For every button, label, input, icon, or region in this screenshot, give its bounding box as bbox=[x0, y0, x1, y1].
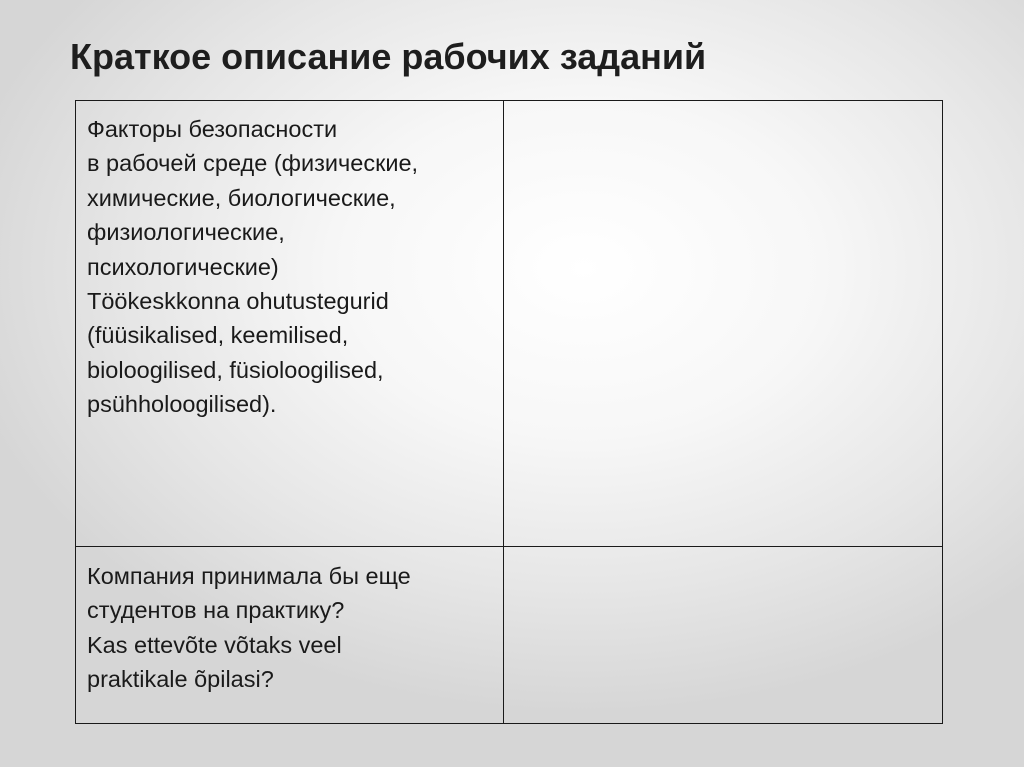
table-cell-safety-factors-value[interactable] bbox=[504, 101, 943, 547]
safety-factors-line: Töökeskkonna ohutustegurid bbox=[87, 288, 389, 315]
safety-factors-line: (füüsikalised, keemilised, bbox=[87, 322, 349, 349]
safety-factors-line: психологические) bbox=[87, 253, 279, 280]
safety-factors-line: химические, биологические, bbox=[87, 184, 396, 211]
safety-factors-line: bioloogilised, füsioloogilised, bbox=[87, 356, 384, 383]
table-row-more-students bbox=[76, 547, 943, 724]
safety-factors-line: Факторы безопасности bbox=[87, 116, 338, 142]
table-row-safety-factors bbox=[76, 101, 943, 547]
more-students-line: Компания принимала бы еще bbox=[87, 563, 411, 589]
slide-title: Краткое описание рабочих заданий bbox=[70, 36, 707, 77]
safety-factors-text bbox=[76, 101, 503, 422]
more-students-line: Kas ettevõte võtaks veel bbox=[87, 631, 342, 658]
table-cell-more-students-value[interactable] bbox=[504, 547, 943, 724]
more-students-value bbox=[504, 547, 942, 559]
work-tasks-table bbox=[75, 100, 943, 724]
more-students-line: студентов на практику? bbox=[87, 597, 345, 624]
safety-factors-line: физиологические, bbox=[87, 219, 285, 246]
safety-factors-value bbox=[504, 101, 942, 112]
more-students-text bbox=[76, 547, 503, 697]
safety-factors-line: psühholoogilised). bbox=[87, 391, 277, 418]
table-cell-more-students-label bbox=[76, 547, 504, 724]
more-students-line: praktikale õpilasi? bbox=[87, 666, 274, 693]
safety-factors-line: в рабочей среде (физические, bbox=[87, 150, 419, 177]
table-cell-safety-factors-label bbox=[76, 101, 504, 547]
